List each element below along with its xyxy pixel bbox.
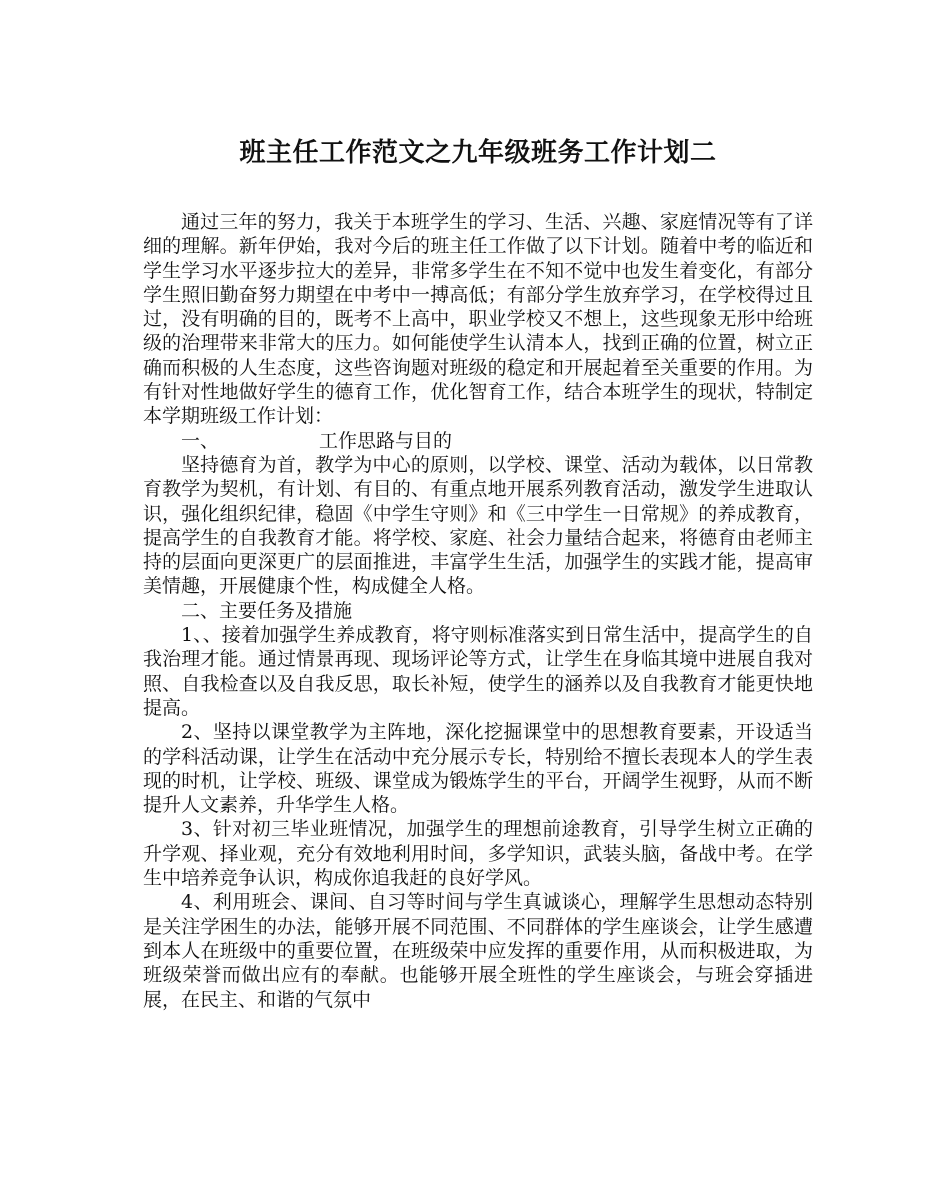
intro-paragraph: 通过三年的努力，我关于本班学生的学习、生活、兴趣、家庭情况等有了详细的理解。新年伊始，我对今后的班主任工作做了以下计划。随着中考的临近和学生学习水平逐步拉大的差异，非常多学生在不知不觉中也发生着变化，有部分学生照旧勤奋努力期望在中考中一搏高低；有部分学生放弃学习，在学校得过且过，没有明确的目的，既考不上高中，职业学校又不想上，这些现象无形中给班级的治理带来非常大的压力。如何能使学生认清本人，找到正确的位置，树立正确而积极的人生态度，这些咨询题对班级的稳定和开展起着至关重要的作用。为有针对性地做好学生的德育工作，优化智育工作，结合本班学生的现状，特制定本学期班级工作计划： <box>143 211 813 428</box>
document-page <box>143 0 813 1189</box>
section-title: 工作思路与目的 <box>319 429 453 452</box>
list-item: 3、针对初三毕业班情况，加强学生的理想前途教育，引导学生树立正确的升学观、择业观，充分有效地利用时间，多学知识，武装头脑，备战中考。在学生中培养竞争认识，构成你追我赶的良好学风。 <box>143 818 813 890</box>
section-heading-1 <box>143 429 813 453</box>
list-item: 2、坚持以课堂教学为主阵地，深化挖掘课堂中的思想教育要素，开设适当的学科活动课，让学生在活动中充分展示专长，特别给不擅长表现本人的学生表现的时机，让学校、班级、课堂成为锻炼学生的平台，开阔学生视野，从而不断提升人文素养，升华学生人格。 <box>143 721 813 817</box>
document-title: 班主任工作范文之九年级班务工作计划二 <box>239 138 717 168</box>
section-1-paragraph: 坚持德育为首，教学为中心的原则，以学校、课堂、活动为载体，以日常教育教学为契机，有计划、有目的、有重点地开展系列教育活动，激发学生进取认识，强化组织纪律，稳固《中学生守则》和《三中学生一日常规》的养成教育，提高学生的自我教育才能。将学校、家庭、社会力量结合起来，将德育由老师主持的层面向更深更广的层面推进，丰富学生生活，加强学生的实践才能，提高审美情趣，开展健康个性，构成健全人格。 <box>143 453 813 598</box>
section-number: 一、 <box>181 429 220 452</box>
section-heading-2: 二、主要任务及措施 <box>181 599 353 622</box>
list-item: 1、、接着加强学生养成教育，将守则标准落实到日常生活中，提高学生的自我治理才能。通过情景再现、现场评论等方式，让学生在身临其境中进展自我对照、自我检查以及自我反思，取长补短，使学生的涵养以及自我教育才能更快地提高。 <box>143 624 813 719</box>
list-item: 4、利用班会、课间、自习等时间与学生真诚谈心，理解学生思想动态特别是关注学困生的办法，能够开展不同范围、不同群体的学生座谈会，让学生感遭到本人在班级中的重要位置，在班级荣中应发挥的重要作用，从而积极进取，为班级荣誉而做出应有的奉献。也能够开展全班性的学生座谈会，与班会穿插进展，在民主、和谐的气氛中 <box>143 891 813 1011</box>
document-body <box>143 210 813 1012</box>
